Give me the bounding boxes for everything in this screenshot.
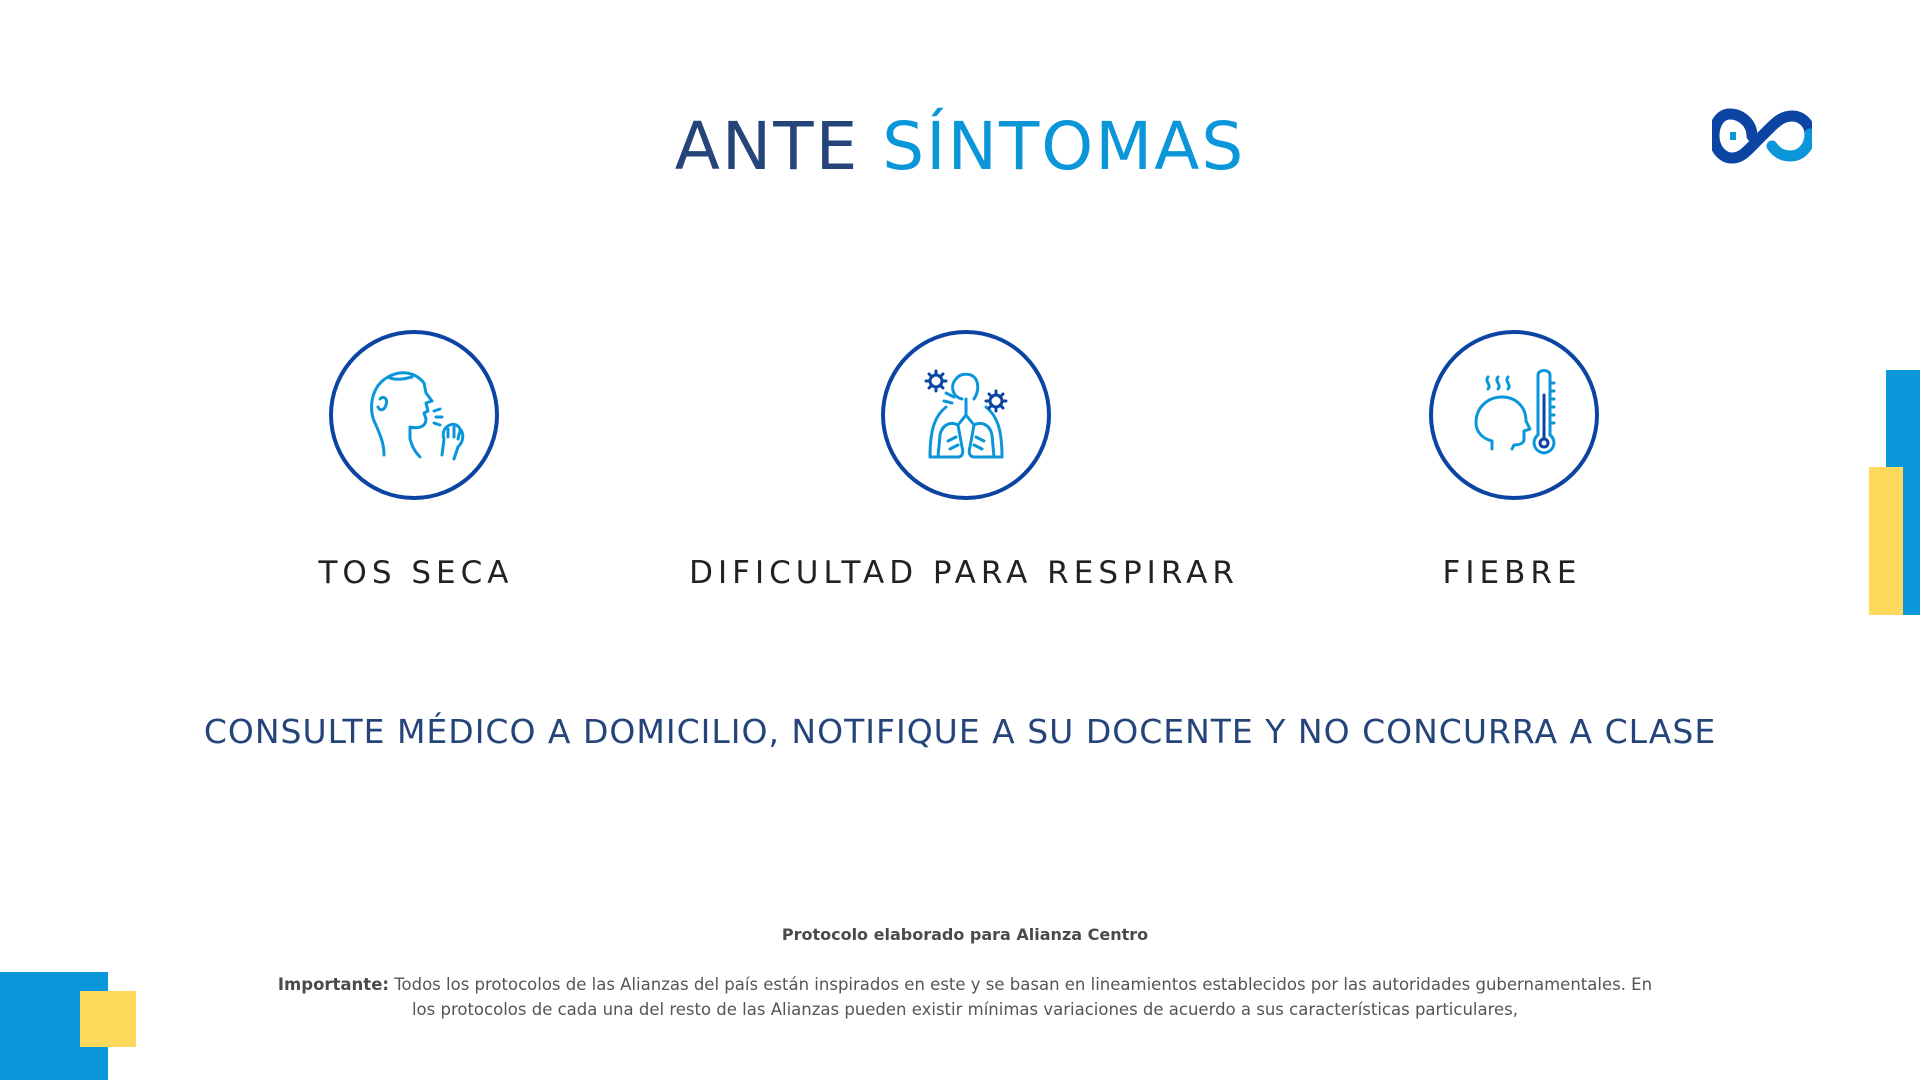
footer-credit: Protocolo elaborado para Alianza Centro — [781, 925, 1149, 944]
footer-important-note — [270, 972, 1660, 1022]
cough-icon — [354, 355, 474, 475]
alianza-logo-icon — [1712, 108, 1812, 164]
symptom-label: DIFICULTAD PARA RESPIRAR — [689, 555, 1239, 591]
important-text: Todos los protocolos de las Alianzas del país están inspirados en este y se basan en lineamientos establecidos por las autoridades gubernamentales. En los protocolos de cada una del resto de las Alianzas pueden existir mínimas variaciones de acuerdo a sus características particulares, — [388, 975, 1653, 1019]
fever-thermometer-icon — [1454, 355, 1574, 475]
page-title — [0, 102, 1920, 192]
symptom-label: FIEBRE — [1442, 555, 1582, 591]
symptom-icon-circle — [881, 330, 1051, 500]
lungs-virus-icon — [906, 355, 1026, 475]
decor-yellow-bar-right — [1869, 467, 1903, 615]
important-label: Importante: — [277, 975, 389, 994]
symptom-icon-circle — [329, 330, 499, 500]
decor-yellow-square-left — [80, 991, 136, 1047]
symptom-icon-circle — [1429, 330, 1599, 500]
symptom-label: TOS SECA — [318, 555, 514, 591]
title-part-sintomas: SÍNTOMAS — [882, 108, 1246, 185]
advice-banner: CONSULTE MÉDICO A DOMICILIO, NOTIFIQUE A SU DOCENTE Y NO CONCURRA A CLASE — [203, 712, 1717, 751]
title-part-ante: ANTE — [674, 108, 860, 185]
